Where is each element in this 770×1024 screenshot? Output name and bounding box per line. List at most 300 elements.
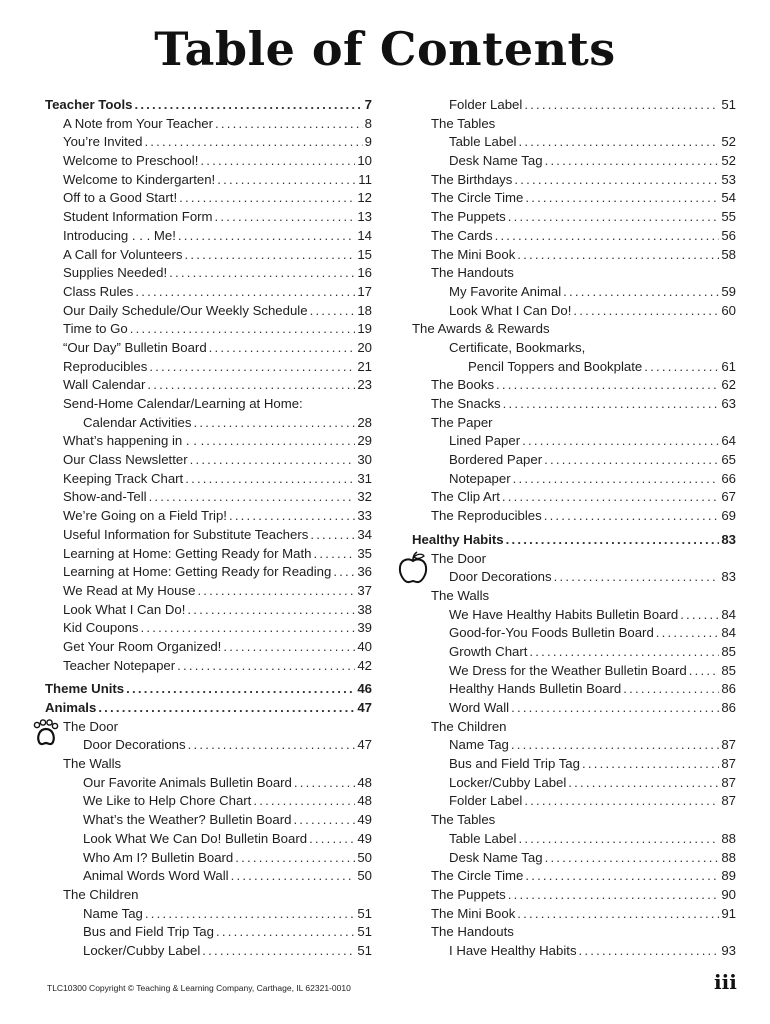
toc-entry xyxy=(45,96,372,115)
toc-entry-title: Word Wall xyxy=(449,700,510,715)
toc-entry-title: Locker/Cubby Label xyxy=(449,774,567,790)
toc-entry-title: Show-and-Tell xyxy=(63,489,147,505)
dot-leader xyxy=(623,680,719,699)
toc-entry-page: 93 xyxy=(721,942,736,958)
toc-entry-page: 65 xyxy=(721,452,736,468)
toc-entry-page: 31 xyxy=(357,470,372,486)
toc-entry-page: 64 xyxy=(721,433,736,449)
toc-entry xyxy=(412,643,736,662)
toc-entry xyxy=(45,545,372,564)
dot-leader xyxy=(190,451,356,470)
toc-entry xyxy=(45,171,372,190)
dot-leader xyxy=(525,867,719,886)
toc-entry-page: 83 xyxy=(721,531,736,547)
dot-leader xyxy=(135,283,355,302)
toc-entry-title: The Children xyxy=(431,718,507,734)
toc-entry xyxy=(412,283,736,302)
dot-leader xyxy=(200,152,355,171)
toc-entry xyxy=(45,657,372,676)
toc-entry-title: The Puppets xyxy=(431,886,506,902)
toc-entry-page: 90 xyxy=(721,886,736,902)
toc-entry xyxy=(412,320,736,339)
dot-leader xyxy=(169,264,355,283)
toc-entry-title: Off to a Good Start! xyxy=(63,190,178,206)
toc-column-left xyxy=(45,96,372,961)
toc-entry xyxy=(412,587,736,606)
toc-entry-page: 56 xyxy=(721,227,736,243)
toc-entry-page: 86 xyxy=(721,700,736,715)
dot-leader xyxy=(511,699,719,718)
toc-entry xyxy=(45,152,372,171)
toc-entry xyxy=(412,867,736,886)
toc-entry xyxy=(412,152,736,171)
toc-entry xyxy=(45,582,372,601)
toc-entry-title: Look What I Can Do! xyxy=(449,302,572,318)
toc-entry xyxy=(412,849,736,868)
toc-entry xyxy=(45,905,372,924)
toc-entry-page: 62 xyxy=(721,377,736,393)
toc-entry-page: 49 xyxy=(357,812,372,828)
dot-leader xyxy=(149,488,356,507)
dot-leader xyxy=(216,923,355,942)
dot-leader xyxy=(518,830,719,849)
toc-entry-page: 53 xyxy=(721,171,736,187)
toc-entry-page: 83 xyxy=(721,569,736,585)
toc-entry-title: We Read at My House xyxy=(63,582,196,598)
copyright-footer: TLC10300 Copyright © Teaching & Learning Company, Carthage, IL 62321-0010 xyxy=(47,983,351,993)
dot-leader xyxy=(177,657,355,676)
toc-entry-title: Good-for-You Foods Bulletin Board xyxy=(449,625,654,641)
toc-entry-page: 52 xyxy=(721,153,736,169)
toc-entry xyxy=(45,320,372,339)
dot-leader xyxy=(582,755,719,774)
toc-entry xyxy=(45,246,372,265)
dot-leader xyxy=(235,849,355,868)
dot-leader xyxy=(229,507,355,526)
toc-entry xyxy=(412,115,736,134)
toc-entry xyxy=(412,624,736,643)
toc-entry-title: Folder Label xyxy=(449,97,523,112)
toc-entry-page: 88 xyxy=(721,849,736,865)
toc-entry xyxy=(45,792,372,811)
dot-leader xyxy=(144,133,362,152)
toc-entry-title: Keeping Track Chart xyxy=(63,470,184,486)
toc-entry-title: Kid Coupons xyxy=(63,620,139,636)
toc-entry-title: Healthy Habits xyxy=(412,531,504,547)
toc-entry-title: Bus and Field Trip Tag xyxy=(449,756,580,772)
toc-entry-page: 50 xyxy=(357,849,372,865)
toc-entry-title: Healthy Hands Bulletin Board xyxy=(449,681,622,697)
toc-entry-page: 20 xyxy=(357,339,372,355)
toc-entry-page: 84 xyxy=(721,606,736,622)
toc-entry xyxy=(45,755,372,774)
dot-leader xyxy=(525,189,719,208)
toc-entry-page: 32 xyxy=(357,489,372,505)
toc-entry xyxy=(412,227,736,246)
toc-entry-page: 34 xyxy=(357,526,372,542)
toc-entry-page: 54 xyxy=(721,190,736,206)
toc-entry-title: Get Your Room Organized! xyxy=(63,638,222,654)
toc-entry-title: Look What I Can Do! xyxy=(63,601,186,617)
dot-leader xyxy=(141,619,356,638)
toc-entry-page: 58 xyxy=(721,246,736,262)
dot-leader xyxy=(145,905,355,924)
toc-entry-page: 87 xyxy=(721,737,736,753)
toc-entry xyxy=(45,470,372,489)
dot-leader xyxy=(231,867,356,886)
toc-entry xyxy=(45,414,372,433)
toc-entry-page: 66 xyxy=(721,470,736,486)
toc-entry xyxy=(45,432,372,451)
toc-entry-title: Look What We Can Do! Bulletin Board xyxy=(83,830,308,846)
dot-leader xyxy=(517,246,719,265)
toc-entry xyxy=(45,601,372,620)
toc-entry-title: Growth Chart xyxy=(449,643,528,659)
dot-leader xyxy=(310,302,356,321)
dot-leader xyxy=(202,942,355,961)
dot-leader xyxy=(253,792,355,811)
toc-entry-title: The Tables xyxy=(431,812,496,828)
dot-leader xyxy=(98,699,355,718)
toc-entry xyxy=(412,264,736,283)
toc-entry xyxy=(412,662,736,681)
dot-leader xyxy=(197,582,355,601)
toc-entry xyxy=(412,208,736,227)
dot-leader xyxy=(215,208,356,227)
toc-entry xyxy=(412,755,736,774)
toc-entry xyxy=(412,923,736,942)
dot-leader xyxy=(185,246,356,265)
toc-entry-title: The Cards xyxy=(431,227,493,243)
dot-leader xyxy=(568,774,719,793)
toc-entry-page: 29 xyxy=(357,433,372,449)
toc-entry-title: The Mini Book xyxy=(431,905,516,921)
toc-entry xyxy=(412,905,736,924)
dot-leader xyxy=(544,451,719,470)
toc-entry-page: 61 xyxy=(721,358,736,374)
toc-entry xyxy=(412,606,736,625)
toc-entry xyxy=(412,811,736,830)
dot-leader xyxy=(554,568,720,587)
toc-entry-page: 52 xyxy=(721,134,736,150)
toc-entry-page: 69 xyxy=(721,508,736,524)
toc-entry-page: 51 xyxy=(357,905,372,921)
toc-entry xyxy=(45,339,372,358)
toc-entry xyxy=(45,867,372,886)
toc-entry-title: The Paper xyxy=(431,414,493,430)
toc-entry xyxy=(412,133,736,152)
toc-entry-page: 47 xyxy=(357,737,372,753)
toc-entry xyxy=(412,395,736,414)
toc-entry xyxy=(45,699,372,718)
toc-entry-title: Table Label xyxy=(449,830,517,846)
toc-entry xyxy=(412,830,736,849)
toc-entry xyxy=(412,699,736,718)
toc-entry-page: 39 xyxy=(357,620,372,636)
dot-leader xyxy=(294,774,355,793)
toc-entry-page: 33 xyxy=(357,508,372,524)
toc-entry xyxy=(45,526,372,545)
toc-entry-page: 12 xyxy=(357,190,372,206)
toc-entry xyxy=(45,227,372,246)
toc-entry xyxy=(45,395,372,414)
toc-entry-title: Theme Units xyxy=(45,681,125,697)
toc-entry xyxy=(412,96,736,115)
toc-entry-title: Certificate, Bookmarks, xyxy=(449,339,586,355)
apple-icon xyxy=(398,551,428,585)
toc-entry-title: We Have Healthy Habits Bulletin Board xyxy=(449,606,679,622)
toc-entry-title: Welcome to Preschool! xyxy=(63,153,199,169)
toc-entry xyxy=(412,736,736,755)
toc-entry xyxy=(412,451,736,470)
toc-entry-page: 42 xyxy=(357,657,372,673)
toc-entry xyxy=(45,830,372,849)
toc-entry-title: Name Tag xyxy=(83,905,143,921)
toc-entry-title: Reproducibles xyxy=(63,358,148,374)
dot-leader xyxy=(147,376,355,395)
toc-entry-title: We Dress for the Weather Bulletin Board xyxy=(449,662,687,678)
dot-leader xyxy=(333,563,355,582)
toc-entry-title: Folder Label xyxy=(449,793,523,809)
toc-entry-page: 87 xyxy=(721,756,736,772)
toc-entry-title: Introducing . . . Me! xyxy=(63,227,176,243)
toc-entry xyxy=(45,680,372,699)
toc-entry xyxy=(412,792,736,811)
toc-entry xyxy=(412,339,736,358)
dot-leader xyxy=(293,811,355,830)
page-number: iii xyxy=(714,970,737,994)
toc-entry-title: Door Decorations xyxy=(83,737,186,753)
toc-entry-page: 46 xyxy=(357,681,372,697)
toc-entry xyxy=(412,246,736,265)
dot-leader xyxy=(188,736,356,755)
toc-entry xyxy=(45,358,372,377)
toc-entry-title: Bordered Paper xyxy=(449,452,543,468)
toc-entry-title: Desk Name Tag xyxy=(449,153,543,169)
dot-leader xyxy=(689,662,720,681)
toc-entry-page: 51 xyxy=(357,924,372,940)
toc-entry-page: 28 xyxy=(357,414,372,430)
toc-entry-title: Locker/Cubby Label xyxy=(83,942,201,958)
toc-entry-title: Our Favorite Animals Bulletin Board xyxy=(83,774,292,790)
toc-entry-page: 67 xyxy=(721,489,736,505)
dot-leader xyxy=(545,849,720,868)
toc-entry xyxy=(412,550,736,569)
toc-entry-page: 51 xyxy=(721,97,736,112)
dot-leader xyxy=(513,470,720,489)
dot-leader xyxy=(518,133,719,152)
toc-entry xyxy=(45,811,372,830)
toc-entry-title: Class Rules xyxy=(63,283,134,299)
toc-entry-title: Name Tag xyxy=(449,737,509,753)
toc-entry xyxy=(45,264,372,283)
toc-entry xyxy=(45,718,372,737)
toc-entry-page: 17 xyxy=(357,283,372,299)
toc-entry-title: Notepaper xyxy=(449,470,511,486)
toc-entry xyxy=(412,414,736,433)
toc-entry-title: Welcome to Kindergarten! xyxy=(63,171,216,187)
dot-leader xyxy=(579,942,720,961)
toc-entry-title: The Walls xyxy=(63,756,122,772)
toc-entry-title: Pencil Toppers and Bookplate xyxy=(468,358,643,374)
toc-entry-title: The Children xyxy=(63,886,139,902)
toc-entry xyxy=(45,189,372,208)
dot-leader xyxy=(130,320,356,339)
toc-entry-title: A Call for Volunteers xyxy=(63,246,183,262)
toc-entry-page: 91 xyxy=(721,905,736,921)
toc-entry xyxy=(45,133,372,152)
toc-entry xyxy=(45,208,372,227)
toc-entry-page: 47 xyxy=(357,700,372,715)
toc-entry-page: 19 xyxy=(357,321,372,337)
dot-leader xyxy=(680,606,719,625)
dot-leader xyxy=(656,624,720,643)
toc-entry xyxy=(45,283,372,302)
toc-entry-title: Supplies Needed! xyxy=(63,265,168,281)
toc-entry-title: We’re Going on a Field Trip! xyxy=(63,508,227,524)
toc-entry-page: 60 xyxy=(721,302,736,318)
toc-entry-title: Our Daily Schedule/Our Weekly Schedule xyxy=(63,302,308,318)
dot-leader xyxy=(517,905,719,924)
dot-leader xyxy=(178,227,355,246)
dot-leader xyxy=(185,470,355,489)
toc-entry-page: 35 xyxy=(357,545,372,561)
toc-entry-title: Table Label xyxy=(449,134,517,150)
toc-entry-title: Animals xyxy=(45,700,97,715)
toc-entry-page: 15 xyxy=(357,246,372,262)
toc-entry-page: 7 xyxy=(364,97,372,112)
toc-entry-title: The Puppets xyxy=(431,209,506,225)
dot-leader xyxy=(496,376,719,395)
toc-entry xyxy=(412,886,736,905)
toc-entry-title: Learning at Home: Getting Ready for Math xyxy=(63,545,312,561)
dot-leader xyxy=(193,414,355,433)
toc-entry xyxy=(45,923,372,942)
toc-entry-title: The Walls xyxy=(431,587,490,603)
dot-leader xyxy=(503,395,720,414)
toc-entry-title: Who Am I? Bulletin Board xyxy=(83,849,234,865)
toc-entry xyxy=(45,736,372,755)
toc-entry-page: 13 xyxy=(357,209,372,225)
toc-entry-page: 16 xyxy=(357,265,372,281)
dot-leader xyxy=(524,792,719,811)
dot-leader xyxy=(310,526,355,545)
toc-entry-title: “Our Day” Bulletin Board xyxy=(63,339,207,355)
toc-entry-title: Desk Name Tag xyxy=(449,849,543,865)
toc-entry-title: Animal Words Word Wall xyxy=(83,868,229,884)
toc-entry-page: 86 xyxy=(721,681,736,697)
dot-leader xyxy=(495,227,720,246)
toc-entry-title: You’re Invited xyxy=(63,134,143,150)
dot-leader xyxy=(149,358,355,377)
toc-entry-title: Our Class Newsletter xyxy=(63,452,188,468)
toc-entry-title: The Birthdays xyxy=(431,171,513,187)
dot-leader xyxy=(514,171,719,190)
toc-entry-page: 48 xyxy=(357,774,372,790)
toc-entry-title: The Circle Time xyxy=(431,190,524,206)
toc-entry xyxy=(412,507,736,526)
dot-leader xyxy=(309,830,355,849)
toc-entry-title: Teacher Tools xyxy=(45,97,133,112)
toc-entry-title: The Handouts xyxy=(431,924,514,940)
toc-entry xyxy=(412,171,736,190)
dot-leader xyxy=(134,96,362,115)
toc-entry xyxy=(412,432,736,451)
toc-entry xyxy=(412,302,736,321)
toc-entry-page: 18 xyxy=(357,302,372,318)
dot-leader xyxy=(522,432,719,451)
toc-entry-title: We Like to Help Chore Chart xyxy=(83,793,252,809)
dot-leader xyxy=(206,432,355,451)
toc-entry xyxy=(45,563,372,582)
toc-entry-title: Teacher Notepaper xyxy=(63,657,176,673)
toc-entry-title: My Favorite Animal xyxy=(449,283,562,299)
toc-entry-page: 59 xyxy=(721,283,736,299)
toc-entry-title: Learning at Home: Getting Ready for Reading xyxy=(63,564,332,580)
toc-entry xyxy=(45,942,372,961)
toc-entry-title: The Clip Art xyxy=(431,489,500,505)
toc-entry-title: The Circle Time xyxy=(431,868,524,884)
toc-entry xyxy=(412,531,736,550)
toc-entry-page: 49 xyxy=(357,830,372,846)
toc-entry-title: A Note from Your Teacher xyxy=(63,115,214,131)
toc-entry xyxy=(412,376,736,395)
toc-entry xyxy=(412,488,736,507)
toc-entry-page: 23 xyxy=(357,377,372,393)
toc-entry-title: Door Decorations xyxy=(449,569,552,585)
dot-leader xyxy=(508,208,720,227)
toc-entry-title: The Door xyxy=(63,718,118,734)
toc-entry xyxy=(412,568,736,587)
toc-entry xyxy=(45,774,372,793)
toc-entry-title: The Reproducibles xyxy=(431,508,542,524)
toc-entry-title: The Awards & Rewards xyxy=(412,321,550,337)
toc-entry-page: 8 xyxy=(364,115,372,131)
toc-entry-page: 48 xyxy=(357,793,372,809)
toc-entry-page: 38 xyxy=(357,601,372,617)
toc-entry-title: The Tables xyxy=(431,115,496,131)
toc-entry-title: Time to Go xyxy=(63,321,128,337)
toc-entry-title: Student Information Form xyxy=(63,209,213,225)
dot-leader xyxy=(223,638,355,657)
toc-entry-title: The Snacks xyxy=(431,396,501,411)
toc-entry-title: The Door xyxy=(431,550,486,566)
toc-entry-page: 40 xyxy=(357,638,372,654)
dot-leader xyxy=(544,507,720,526)
toc-entry-page: 87 xyxy=(721,793,736,809)
toc-entry-title: What’s happening in . . . xyxy=(63,433,205,449)
dot-leader xyxy=(506,531,720,550)
toc-entry xyxy=(45,376,372,395)
toc-entry-page: 63 xyxy=(721,396,736,411)
toc-entry xyxy=(45,507,372,526)
toc-entry-title: Bus and Field Trip Tag xyxy=(83,924,214,940)
dot-leader xyxy=(187,601,355,620)
dot-leader xyxy=(508,886,720,905)
toc-entry-page: 21 xyxy=(357,358,372,374)
toc-entry xyxy=(45,302,372,321)
toc-entry-title: Lined Paper xyxy=(449,433,521,449)
toc-entry-page: 9 xyxy=(364,134,372,150)
toc-entry xyxy=(45,849,372,868)
toc-entry xyxy=(45,451,372,470)
toc-entry xyxy=(45,115,372,134)
dot-leader xyxy=(644,358,719,377)
dot-leader xyxy=(545,152,720,171)
toc-entry xyxy=(45,488,372,507)
paw-print-icon xyxy=(32,719,60,747)
toc-entry-title: Wall Calendar xyxy=(63,377,146,393)
